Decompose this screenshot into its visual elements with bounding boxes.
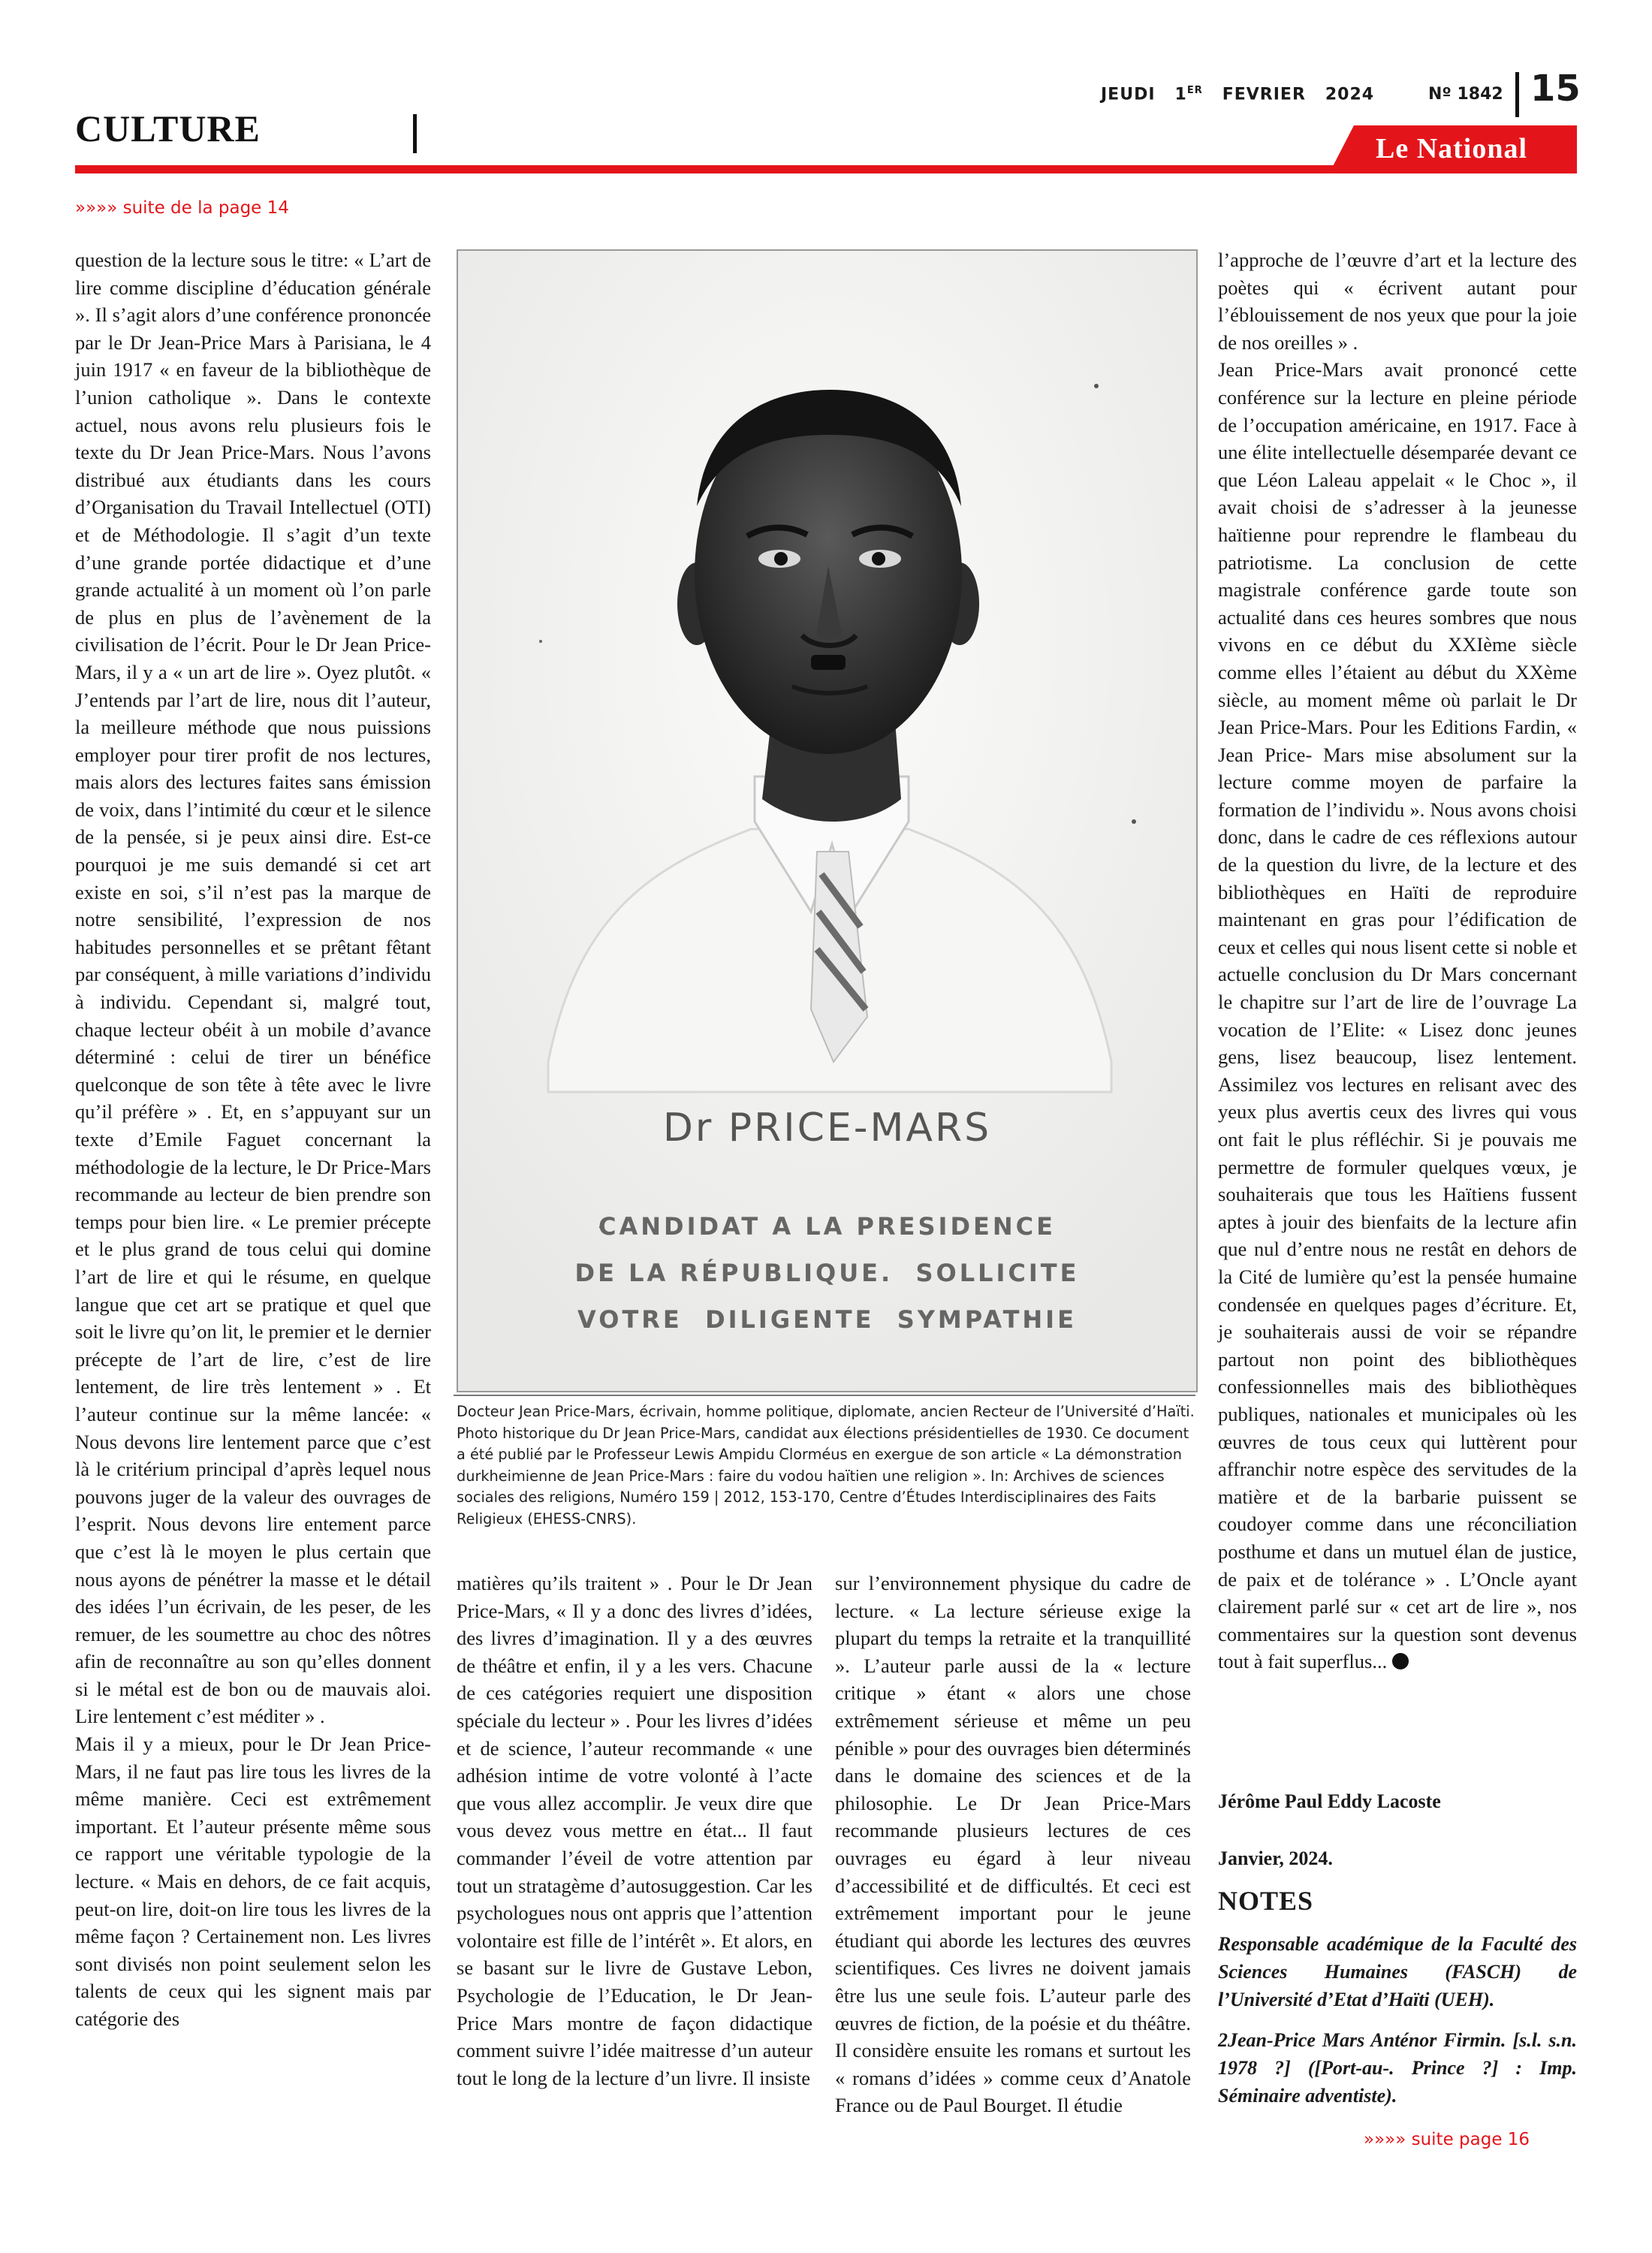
page-number: 15 [1530, 68, 1581, 110]
paragraph: l’approche de l’œuvre d’art et la lecture des poètes qui « écrivent autant pour l’éblouissement de nos yeux que pour la joie de nos oreilles » . [1218, 249, 1577, 354]
portrait-photo [457, 249, 1198, 1392]
dateline [1101, 85, 1374, 104]
author-signature: Jérôme Paul Eddy Lacoste [1218, 1790, 1441, 1812]
paragraph: question de la lecture sous le titre: « L’art de lire comme discipline d’éducation générale ». Il s’agit alors d’une conférence prononcée par le Dr Jean-Price Mars à Parisiana, le 4 juin 1917 « en faveur de la bibliothèque de l’union catholique ». Dans le contexte actuel, nous avons relu plusieurs fois le texte du Dr Jean Price-Mars. Nous l’avons distribué aux étudiants dans les cours d’Organisation du Travail Intellectuel (OTI) et de Méthodologie. Il s’agit d’un texte d’une grande portée didactique et d’une grande actualité à un moment où l’on parle de plus en plus de l’avènement de la civilisation de l’écrit. Pour le Dr Jean Price-Mars, il y a « un art de lire ». Oyez plutôt. « J’entends par l’art de lire, nous dit l’auteur, la meilleure méthode que nous puissions employer pour tirer profit de nos lectures, mais alors des lectures faites sans émission de voix, dans l’intimité du cœur et le silence de la pensée, si je peux ainsi dire. Est-ce pourquoi je me suis demandé si cet art existe en soi, s’il n’est pas la marque de notre sensibilité, l’expression de nos habitudes personnelles et se prêtant fêtant par conséquent, à mille variations d’individu à individu. Cependant si, malgré tout, chaque lecteur obéit à un mobile d’avance déterminé : celui de tirer un bénéfice quelconque de son tête à tête avec le livre qu’il préfère » . Et, en s’appuyant sur un texte d’Emile Faguet concernant la méthodologie de la lecture, le Dr Price-Mars recommande au lecteur de bien prendre son temps pour bien lire. « Le premier précepte et le plus grand de tous celui qui domine l’art de lire et qui le résume, en quelque langue que cet art se pratique et quel que soit le livre qu’on lit, le premier et le dernier précepte de l’art de lire, c’est de lire lentement, de lire très lentement » . Et l’auteur continue sur la même lancée: « Nous devons lire lentement parce que c’est là le critérium principal d’après lequel nous pouvons juger de la valeur des ouvrages de l’esprit. Nous devons lire entement parce que c’est là le moyen le plus certain que nous ayons de pénétrer la masse et le détail des idées l’un écrivain, de les peser, de les remuer, de les soumettre au choc des nôtres afin de reconnaître au son qu’elles donnent si le métal est de bon ou de mauvais aloi. Lire lentement c’est méditer » . [75, 249, 431, 1728]
paragraph: Mais il y a mieux, pour le Dr Jean Price-Mars, il ne faut pas lire tous les livres de la même manière. Ceci est extrêmement important. Et l’auteur présente même sous ce rapport une véritable typologie de la lecture. « Mais en dehors, de ce fait acquis, peut-on lire, doit-on lire tous les livres de la même façon ? Certainement non. Les livres sont divisés non point seulement selon les talents de ceux qui les signent mais par catégorie des [75, 1733, 431, 2030]
photo-plate-line: DE LA RÉPUBLIQUE. SOLLICITE [574, 1259, 1080, 1287]
caption-rule [454, 1395, 1195, 1396]
date-suffix: ER [1186, 85, 1203, 96]
article-column-2 [457, 1570, 812, 2092]
photo-plate-name: Dr PRICE-MARS [662, 1105, 992, 1151]
note-1: Responsable académique de la Faculté des Sciences Humaines (FASCH) de l’Université d’Etat d’Haïti (UEH). [1218, 1933, 1577, 2010]
brand-name: Le National [1376, 133, 1528, 164]
end-mark-icon [1392, 1653, 1409, 1669]
date-number: 1 [1174, 85, 1187, 104]
page-number-divider [1515, 72, 1519, 117]
article-column-4 [1218, 246, 1577, 1675]
notes-heading: NOTES [1218, 1886, 1314, 1916]
continued-to-link[interactable]: »»»» suite page 16 [1364, 2130, 1530, 2149]
section-divider [413, 114, 417, 153]
section-title: CULTURE [75, 107, 261, 149]
paragraph: matières qu’ils traitent » . Pour le Dr Jean Price-Mars, « Il y a donc des livres d’idées, des livres d’imagination. Il y a des œuvres de théâtre et enfin, il y a les vers. Chacune de ces catégories requiert une disposition spéciale du lecteur » . Pour les livres d’idées et de science, l’auteur recommande « une adhésion intime de votre volonté à l’acte que vous allez accomplir. Je veux dire que vous devez vous mettre en état... Il faut commander l’éveil de votre attention par tout un stratagème d’autosuggestion. Car les psychologues nous ont appris que l’attention volontaire est fille de l’intérêt ». Et alors, en se basant sur le livre de Gustave Lebon, Psychologie de l’Education, le Dr Jean-Price Mars montre de façon didactique comment suivre l’idée maitresse d’un auteur tout le long de la lecture d’un livre. Il insiste [457, 1572, 812, 2089]
continued-from-link[interactable]: »»»» suite de la page 14 [75, 198, 289, 218]
photo-plate-line: VOTRE DILIGENTE SYMPATHIE [577, 1305, 1077, 1334]
paragraph [1218, 356, 1577, 1675]
date-day: JEUDI [1101, 85, 1156, 104]
photo-plate-line: CANDIDAT A LA PRESIDENCE [598, 1212, 1056, 1241]
paragraph-text: Jean Price-Mars avait prononcé cette conférence sur la lecture en pleine période de l’occupation américaine, en 1917. Face à une élite intellectuelle désemparée devant ce que Léon Laleau appelait « le Choc », il avait choisi de s’adresser à la jeunesse haïtienne pour reprendre le flambeau du patriotisme. La conclusion de cette magistrale conférence garde toute son actualité dans ces heures sombres que nous vivons en ce début du XXIème siècle comme elles l’étaient au début du XXème siècle, au moment même où parlait le Dr Jean Price-Mars. Pour les Editions Fardin, « Jean Price- Mars mise absolument sur la lecture comme moyen de parfaire la formation de l’individu ». Nous avons choisi donc, dans le cadre de ces réflexions autour de la question du livre, de la lecture et des bibliothèques en Haïti de reproduire maintenant en gras pour l’édification de ceux et celles qui nous lisent cette si noble et actuelle conclusion du Dr Mars concernant le chapitre sur l’art de lire de l’ouvrage La vocation de l’Elite: « Lisez donc jeunes gens, lisez beaucoup, lisez lentement. Assimilez vos lectures en relisant avec des yeux plus avertis ceux des livres qui vous ont fait le plus réfléchir. Si je pouvais me permettre de formuler quelques vœux, je souhaiterais que tous les Haïtiens fussent aptes à jouir des bienfaits de la lecture afin que nul d’entre nous ne restât en dehors de la Cité de lumière qu’est la pensée humaine condensée en quelques pages d’écriture. Et, je souhaiterais aussi de voir se répandre partout non point des bibliothèques confessionnelles mais des bibliothèques publiques, nationales et municipales où les œuvres de tous ceux qui luttèrent pour affranchir notre espèce des servitudes de la matière et de la barbarie puissent se coudoyer comme dans une réconciliation posthume et dans un mutuel élan de justice, de paix et de tolérance » . L’Oncle ayant clairement parlé sur « cet art de lire », nos commentaires sur la question sont devenus tout à fait superflus... [1218, 358, 1577, 1673]
photo-caption: Docteur Jean Price-Mars, écrivain, homme politique, diplomate, ancien Recteur de l’Université d’Haïti. Photo historique du Dr Jean Price-Mars, candidat aux élections présidentielles de 1930. Ce document a été publié par le Professeur Lewis Ampidu Clorméus en exergue de son article « La démonstration durkheimienne de Jean Price-Mars : faire du vodou haïtien une religion ». In: Archives de sciences sociales des religions, Numéro 159 | 2012, 153-170, Centre d’Études Interdisciplinaires des Faits Religieux (EHESS-CNRS). [457, 1403, 1195, 1528]
signature-date: Janvier, 2024. [1218, 1847, 1333, 1869]
note-2: 2Jean-Price Mars Anténor Firmin. [s.l. s.n. 1978 ?] ([Port-au-. Prince ?] : Imp. Séminaire adventiste). [1218, 2029, 1577, 2107]
article-column-3 [835, 1570, 1191, 2119]
date-month-year: FEVRIER 2024 [1222, 85, 1375, 104]
article-column-1 [75, 246, 431, 2033]
paragraph: sur l’environnement physique du cadre de lecture. « La lecture sérieuse exige la plupart du temps la retraite et la tranquillité ». L’auteur parle aussi de la « lecture critique » étant « alors une chose extrêmement sérieuse et même un peu pénible » pour des ouvrages bien déterminés dans le domaine des sciences et de la philosophie. Le Dr Jean Price-Mars recommande plusieurs lectures de ces ouvrages eu égard à leur niveau d’accessibilité et de difficultés. Et ceci est extrêmement important pour le jeune étudiant qui aborde les lectures des œuvres scientifiques. Ces livres ne doivent jamais être lus une seule fois. L’auteur parle des œuvres de fiction, de la poésie et du théâtre. Il considère ensuite les romans et surtout les « romans d’idées » comme ceux d’Anatole France ou de Paul Bourget. Il étudie [835, 1572, 1191, 2117]
issue-number: Nº 1842 [1428, 85, 1503, 104]
